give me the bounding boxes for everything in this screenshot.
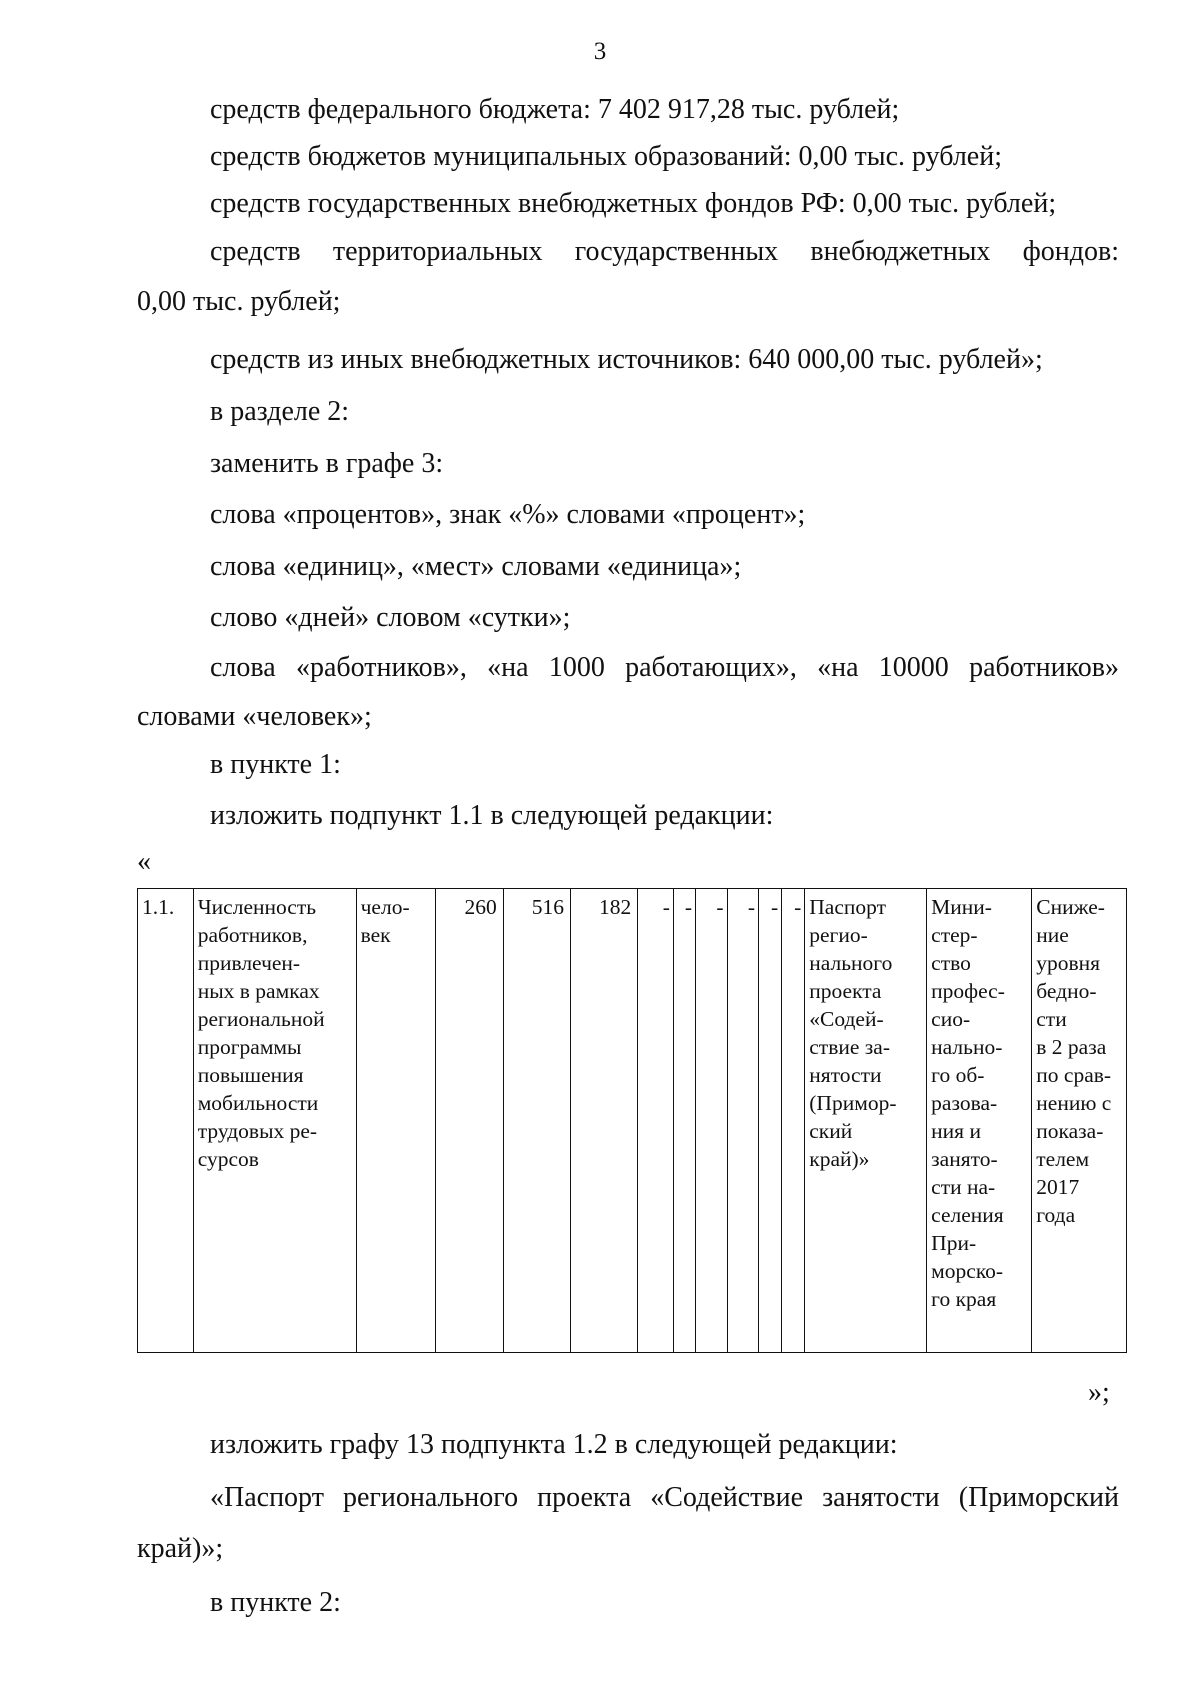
percent-words-paragraph: слова «процентов», знак «%» словами «процент»; xyxy=(210,499,806,530)
section-2-paragraph: в разделе 2: xyxy=(210,396,350,427)
passport-line-1: «Паспорт регионального проекта «Содействие занятости (Приморский xyxy=(210,1482,1119,1513)
cell-unit: чело- век xyxy=(356,889,436,1353)
cell-dash-4: - xyxy=(727,889,759,1353)
cell-dash-1: - xyxy=(638,889,674,1353)
days-word-paragraph: слово «дней» словом «сутки»; xyxy=(210,602,571,633)
workers-paragraph xyxy=(137,651,1119,753)
federal-budget-paragraph: средств федерального бюджета: 7 402 917,28 тыс. рублей; xyxy=(210,94,900,125)
point-2-paragraph: в пункте 2: xyxy=(210,1587,341,1618)
cell-responsible: Мини- стер- ство профес- сио- нально- го об- разова- ния и занято- сти на- селения При- морско- го края xyxy=(927,889,1032,1353)
cell-source: Паспорт регио- нального проекта «Содей- ствие за- нятости (Примор- ский край)» xyxy=(805,889,927,1353)
table-row xyxy=(138,889,1127,1353)
state-funds-paragraph: средств государственных внебюджетных фондов РФ: 0,00 тыс. рублей; xyxy=(210,188,1057,219)
cell-value-3: 182 xyxy=(570,889,637,1353)
workers-line-1: слова «работников», «на 1000 работающих», «на 10000 работников» xyxy=(210,652,1119,683)
unit-words-paragraph: слова «единиц», «мест» словами «единица»; xyxy=(210,551,742,582)
territorial-funds-line-1: средств территориальных государственных внебюджетных фондов: xyxy=(210,236,1119,267)
passport-paragraph xyxy=(137,1481,1119,1585)
territorial-funds-paragraph xyxy=(137,235,1119,338)
other-sources-paragraph: средств из иных внебюджетных источников: 640 000,00 тыс. рублей»; xyxy=(210,344,1043,375)
column-13-paragraph: изложить графу 13 подпункта 1.2 в следующей редакции: xyxy=(210,1429,898,1460)
cell-dash-3: - xyxy=(696,889,728,1353)
passport-line-2: край)»; xyxy=(137,1533,224,1564)
subpoint-1-1-paragraph: изложить подпункт 1.1 в следующей редакции: xyxy=(210,800,774,831)
cell-goal: Сниже- ние уровня бедно- сти в 2 раза по срав- нению с показа- телем 2017 года xyxy=(1032,889,1127,1353)
subpoint-1-1-table xyxy=(137,888,1127,1353)
closing-quote: »; xyxy=(1088,1377,1110,1408)
cell-number: 1.1. xyxy=(138,889,194,1353)
page-number: 3 xyxy=(593,38,607,65)
replace-column-3-paragraph: заменить в графе 3: xyxy=(210,448,444,479)
cell-dash-5: - xyxy=(759,889,782,1353)
cell-dash-2: - xyxy=(673,889,695,1353)
opening-quote: « xyxy=(137,846,151,877)
workers-line-2: словами «человек»; xyxy=(137,701,372,732)
point-1-paragraph: в пункте 1: xyxy=(210,749,341,780)
cell-value-2: 516 xyxy=(503,889,570,1353)
cell-value-1: 260 xyxy=(436,889,503,1353)
municipal-budget-paragraph: средств бюджетов муниципальных образований: 0,00 тыс. рублей; xyxy=(210,141,1002,172)
cell-dash-6: - xyxy=(782,889,805,1353)
territorial-funds-line-2: 0,00 тыс. рублей; xyxy=(137,286,341,317)
cell-indicator: Численность работников, привлечен- ных в рамках региональной программы повышения мобильности трудовых ре- сурсов xyxy=(193,889,356,1353)
